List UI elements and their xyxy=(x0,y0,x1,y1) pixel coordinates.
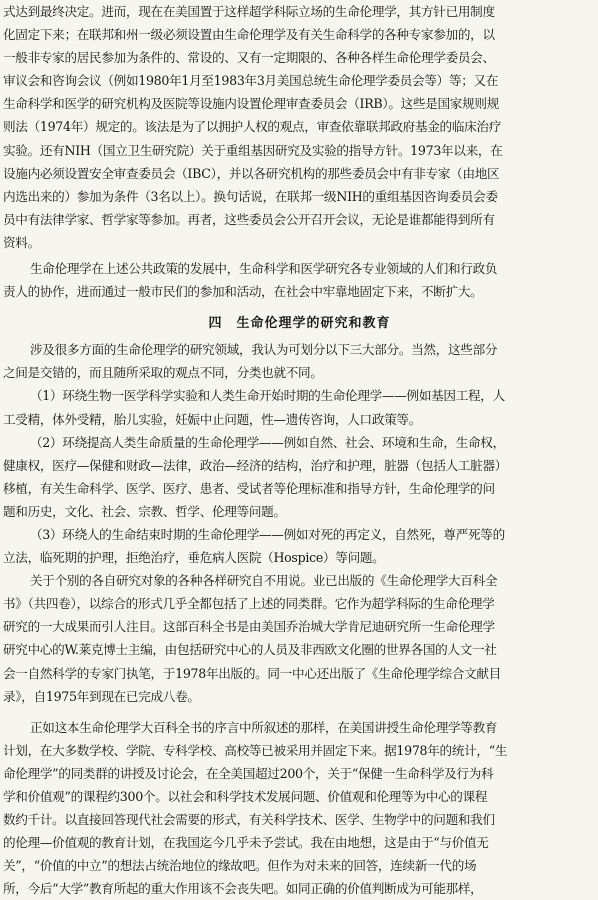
text-line: 关”，“价值的中立”的想法占统治地位的缘故吧。但作为对未来的回答，连续新一代的场 xyxy=(3,858,477,874)
text-line: 内选出来的）参加为条件（3名以上）。换句话说，在联邦一级NIH的重组基因咨询委员会委 xyxy=(3,188,498,204)
text-line: 所，今后“大学”教育所起的重大作用该不会丧失吧。如同正确的价值判断成为可能那样， xyxy=(3,881,483,897)
text-line: 录》，自1975年到现在已完成八卷。 xyxy=(3,688,200,704)
text-line: 学和价值观”的课程约300个。以社会和科学技术发展问题、价值观和伦理等为中心的课程 xyxy=(3,789,488,804)
text-line: 命伦理学”的同类群的讲授及讨论会，在全美国超过200个，关于“保健一生命科学及行为科 xyxy=(3,765,494,781)
text-line: （1）环绕生物一医学科学实验和人类生命开始时期的生命伦理学——例如基因工程，人 xyxy=(30,388,505,404)
text-line: 之间是交错的，而且随所采取的观点不同，分类也就不同。 xyxy=(3,365,323,381)
paragraph-education-programs xyxy=(3,716,596,900)
text-line: 题和历史，文化、社会、宗教、哲学、伦理等问题。 xyxy=(3,503,286,519)
paragraph-policy-continuation xyxy=(3,0,596,254)
text-line: 数约千计。以直接回答现代社会需要的形式，有关科学技术、医学、生物学中的问题和我们 xyxy=(3,812,495,828)
text-line: 关于个别的各自研究对象的各种各样研究自不用说。业已出版的《生命伦理学大百科全 xyxy=(30,573,498,589)
text-line: 式达到最终决定。进而，现在在美国置于这样超学科际立场的生命伦理学，其方针已用制度 xyxy=(3,4,495,19)
text-line: 会一自然科学的专家门执笔，于1978年出版的。同一中心还出版了《生命伦理学综合文献目 xyxy=(3,665,502,681)
paragraph-public-policy-summary xyxy=(3,257,596,303)
text-line: 设施内必须设置安全审查委员会（IBC），并以各研究机构的那些委员会中有非专家（由地区 xyxy=(3,165,500,181)
text-line: 实验。还有NIH（国立卫生研究院）关于重组基因研究及实验的指导方针。1973年以来，在 xyxy=(3,142,503,158)
text-line: 员中有法律学家、哲学家等参加。再者，这些委员会公开召开会议，无论是谁都能得到所有 xyxy=(3,211,495,227)
text-line: 涉及很多方面的生命伦理学的研究领域，我认为可划分以下三大部分。当然，这些部分 xyxy=(30,342,498,358)
text-line: 工受精，体外受精，胎儿实验，妊娠中止问题，性—遗传咨询，人口政策等。 xyxy=(3,411,421,427)
section-heading: 四 生命伦理学的研究和教育 xyxy=(208,316,391,332)
text-line: 则法（1974年）规定的。该法是为了以拥护人权的观点，审查依靠联邦政府基金的临床治疗 xyxy=(3,119,502,135)
text-line: 生命科学和医学的研究机构及医院等设施内设置伦理审查委员会（IRB）。这些是国家规则规 xyxy=(3,96,499,112)
text-line: 健康权，医疗—保健和财政—法律，政治—经济的结构，治疗和护理，脏器（包括人工脏器） xyxy=(3,457,508,473)
text-line: 立法，临死期的护理，拒绝治疗，垂危病人医院（Hospice）等问题。 xyxy=(3,550,385,566)
text-line: 化固定下来；在联邦和州一级必须设置由生命伦理学及有关生命科学的各种专家参加的，以 xyxy=(3,27,495,43)
text-line: 研究的一大成果而引人注目。这部百科全书是由美国乔治城大学肯尼迪研究所一生命伦理学 xyxy=(3,619,495,635)
text-line: （3）环绕人的生命结束时期的生命伦理学——例如对死的再定义，自然死，尊严死等的 xyxy=(30,526,505,542)
text-line: 的伦理—价值观的教育计划，在我国迄今几乎未予尝试。我在由地想，这是由于“与价值无 xyxy=(3,835,489,851)
text-line: 审议会和咨询会议（例如1980年1月至1983年3月美国总统生命伦理学委员会等）等；又在 xyxy=(3,73,499,89)
text-line: 资料。 xyxy=(3,234,40,250)
text-line: 研究中心的W.莱克博士主编，由包括研究中心的人员及非西欧文化圈的世界各国的人文一社 xyxy=(3,642,497,658)
text-line: 责人的协作，进而通过一般市民们的参加和活动，在社会中牢靠地固定下来，不断扩大。 xyxy=(3,284,483,300)
text-line: 计划，在大多数学校、学院、专科学校、高校等已被采用并固定下来。据1978年的统计，“生 xyxy=(3,742,508,758)
text-line: 书》（共四卷），以综合的形式几乎全都包括了上述的同类群。它作为超学科际的生命伦理学 xyxy=(3,596,495,612)
text-line: （2）环绕提高人类生命质量的生命伦理学——例如自然、社会、环境和生命，生命权， xyxy=(30,434,505,450)
text-line: 一般非专家的居民参加为条件的、常设的、又有一定期限的、各种各样生命伦理学委员会、 xyxy=(3,50,495,66)
text-line: 移植，有关生命科学、医学、医疗、患者、受试者等伦理标准和指导方针，生命伦理学的问 xyxy=(3,480,495,496)
section-research-areas xyxy=(3,338,596,708)
text-line: 正如这本生命伦理学大百科全书的序言中所叙述的那样，在美国讲授生命伦理学等教育 xyxy=(30,719,498,735)
text-line: 生命伦理学在上述公共政策的发展中，生命科学和医学研究各专业领域的人们和行政负 xyxy=(30,261,498,277)
